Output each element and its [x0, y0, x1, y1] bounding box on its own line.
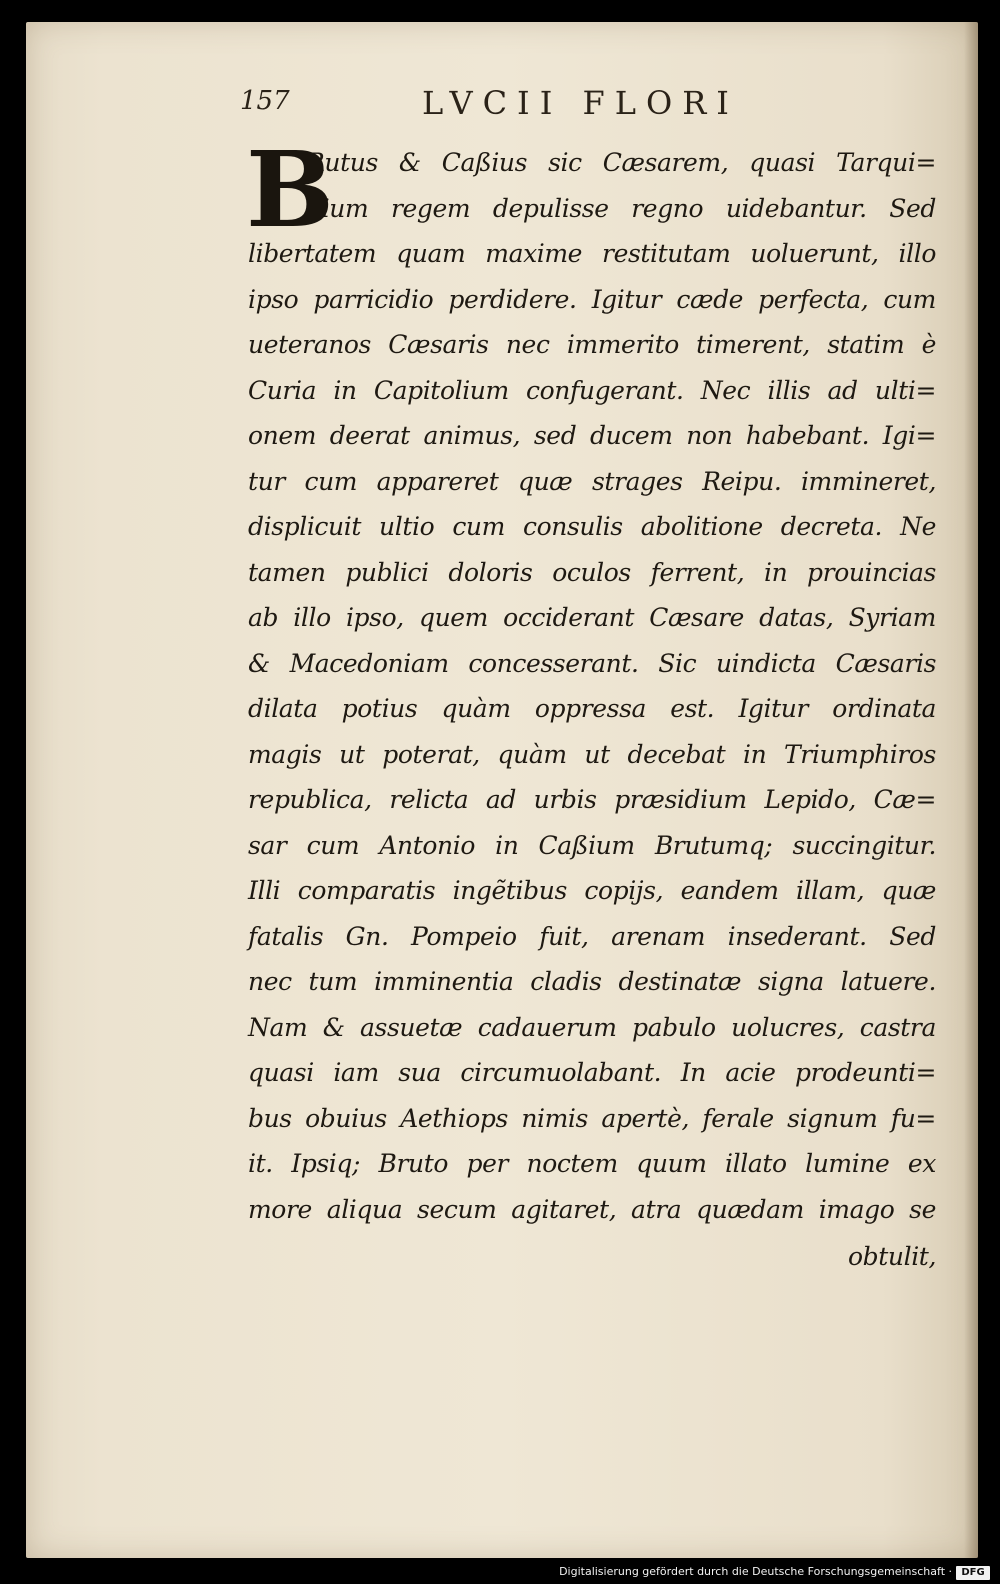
text-line: magis ut poterat, quàm ut decebat in Triumphiros	[248, 739, 936, 769]
text-line: more aliqua secum agitaret, atra quædam imago se	[248, 1194, 936, 1224]
text-line: ab illo ipso, quem occiderant Cæsare datas, Syriam	[248, 603, 936, 632]
text-line: ipso parricidio perdidere. Igitur cæde perfecta, cum	[248, 284, 936, 314]
dfg-logo: DFG	[956, 1566, 990, 1580]
text-line: fatalis Gn. Pompeio fuit, arenam insederant. Sed	[248, 921, 936, 951]
text-line: onem deerat animus, sed ducem non habebant. Igi=	[248, 421, 936, 450]
text-line: nec tum imminentia cladis destinatæ signa latuere.	[248, 967, 936, 996]
text-line: sar cum Antonio in Caßium Brutumq; succingitur.	[248, 830, 936, 860]
text-line: republica, relicta ad urbis præsidium Lepido, Cæ=	[248, 785, 936, 814]
text-line: & Macedoniam concesserant. Sic uindicta Cæsaris	[248, 648, 936, 678]
page-gutter-shadow	[964, 22, 978, 1558]
page-header	[26, 84, 978, 124]
funding-note: Digitalisierung gefördert durch die Deutsche Forschungsgemeinschaft ·	[559, 1565, 952, 1578]
catchword: obtulit,	[848, 1242, 936, 1271]
folio-number: 157	[240, 86, 290, 116]
text-line: Nam & assuetæ cadauerum pabulo uolucres, castra	[248, 1012, 936, 1042]
text-line: tur cum appareret quæ strages Reipu. immineret,	[248, 466, 936, 496]
text-line: Illi comparatis ingẽtibus copijs, eandem illam, quæ	[248, 876, 936, 905]
text-line: Rutus & Caßius sic Cæsarem, quasi Tarqui=	[306, 148, 936, 177]
text-line: Curia in Capitolium confugerant. Nec illis ad ulti=	[248, 375, 936, 405]
text-line: tamen publici doloris oculos ferrent, in prouincias	[248, 557, 936, 587]
text-line: ueteranos Cæsaris nec immerito timerent, statim è	[248, 330, 936, 359]
drop-cap: B	[246, 128, 334, 251]
text-line: nium regem depulisse regno uidebantur. Sed	[306, 193, 936, 223]
text-line: it. Ipsiq; Bruto per noctem quum illato lumine ex	[248, 1149, 936, 1178]
catchword-row	[248, 1232, 936, 1282]
text-line: quasi iam sua circumuolabant. In acie prodeunti=	[248, 1058, 936, 1087]
text-line: displicuit ultio cum consulis abolitione decreta. Ne	[248, 512, 936, 541]
text-line: bus obuius Aethiops nimis apertè, ferale signum fu=	[248, 1103, 936, 1133]
book-page	[26, 22, 978, 1558]
running-title: LVCII FLORI	[422, 84, 739, 122]
text-line: dilata potius quàm oppressa est. Igitur ordinata	[248, 694, 936, 723]
body-text	[246, 128, 936, 1282]
text-line: libertatem quam maxime restitutam uoluerunt, illo	[248, 239, 936, 268]
